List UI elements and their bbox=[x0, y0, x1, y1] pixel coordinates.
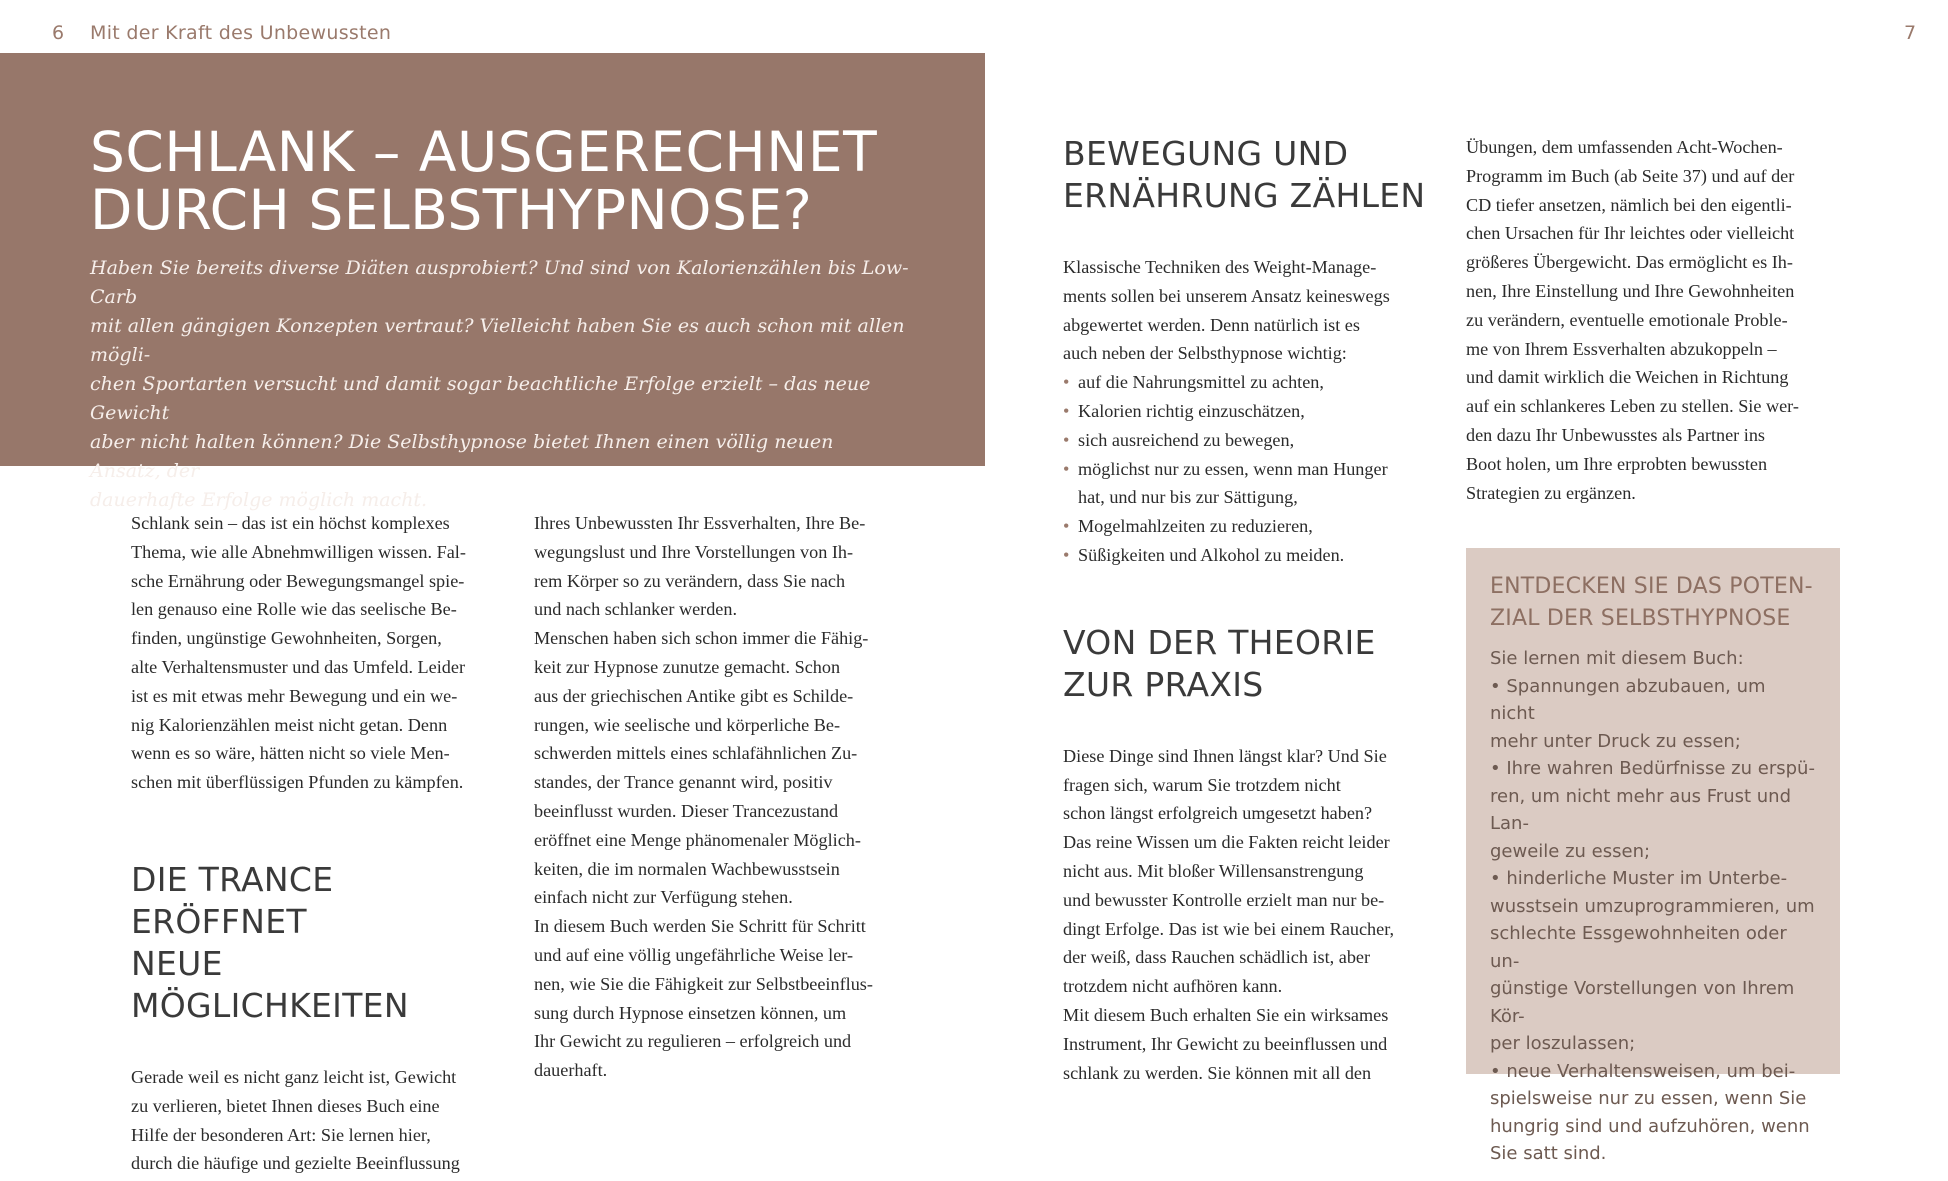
text-column-1 bbox=[131, 509, 511, 1178]
text-line: ments sollen bei unserem Ansatz keineswegs bbox=[1063, 285, 1390, 306]
heading-line: ZUR PRAXIS bbox=[1063, 664, 1264, 704]
intro-line: chen Sportarten versucht und damit sogar beachtliche Erfolge erzielt – das neue Gewicht bbox=[90, 373, 871, 424]
info-box-list bbox=[1490, 673, 1816, 1168]
section-heading bbox=[1063, 133, 1443, 217]
text-line: Hilfe der besonderen Art: Sie lernen hier, bbox=[131, 1124, 431, 1145]
text-line: Ihr Gewicht zu regulieren – erfolgreich und bbox=[534, 1031, 852, 1052]
list-item: • auf die Nahrungsmittel zu achten, bbox=[1063, 368, 1443, 397]
text-line: schlank zu werden. Sie können mit all den bbox=[1063, 1062, 1372, 1083]
info-box-intro: Sie lernen mit diesem Buch: bbox=[1490, 648, 1744, 669]
text-line: In diesem Buch werden Sie Schritt für Schritt bbox=[534, 916, 866, 937]
text-line: Ihres Unbewussten Ihr Essverhalten, Ihre Be- bbox=[534, 513, 866, 533]
text-line: und bewusster Kontrolle erzielt man nur be- bbox=[1063, 889, 1385, 910]
list-item bbox=[1063, 455, 1443, 513]
text-line: rem Körper so zu verändern, dass Sie nach bbox=[534, 570, 846, 591]
body-paragraph bbox=[1466, 133, 1846, 507]
text-line: Sie satt sind. bbox=[1490, 1143, 1607, 1164]
text-line: wenn es so wäre, hätten nicht so viele Men- bbox=[131, 743, 450, 764]
text-line: schwerden mittels eines schlafähnlichen Zu- bbox=[534, 743, 858, 764]
text-line: schen mit überflüssigen Pfunden zu kämpfen. bbox=[131, 772, 464, 793]
text-line: mehr unter Druck zu essen; bbox=[1490, 730, 1741, 752]
heading-line: VON DER THEORIE bbox=[1063, 622, 1376, 662]
text-line: der weiß, dass Rauchen schädlich ist, aber bbox=[1063, 947, 1371, 968]
text-line: spielsweise nur zu essen, wenn Sie bbox=[1490, 1088, 1807, 1109]
intro-line: aber nicht halten können? Die Selbsthypnose bietet Ihnen einen völlig neuen Ansatz, der bbox=[90, 431, 834, 482]
text-line: Gerade weil es nicht ganz leicht ist, Gewicht bbox=[131, 1066, 457, 1087]
heading-line: NEUE MÖGLICHKEITEN bbox=[131, 943, 409, 1025]
body-paragraph bbox=[534, 509, 914, 1085]
list-item bbox=[1490, 1058, 1816, 1168]
list-item: • Kalorien richtig einzuschätzen, bbox=[1063, 397, 1443, 426]
text-line: keiten, die im normalen Wachbewusstsein bbox=[534, 858, 840, 879]
text-line: dingt Erfolge. Das ist wie bei einem Raucher, bbox=[1063, 918, 1395, 939]
text-line: aus der griechischen Antike gibt es Schilde- bbox=[534, 685, 854, 706]
list-item bbox=[1490, 755, 1816, 865]
info-box-title bbox=[1490, 571, 1816, 635]
text-line: wusstsein umzuprogrammieren, um bbox=[1490, 895, 1815, 917]
intro-line: mit allen gängigen Konzepten vertraut? Vielleicht haben Sie es auch schon mit allen mögli- bbox=[90, 315, 905, 366]
body-paragraph bbox=[131, 1063, 511, 1178]
text-line: schlechte Essgewohnheiten oder un- bbox=[1490, 923, 1787, 972]
body-paragraph bbox=[1063, 253, 1443, 368]
text-line: zu verändern, eventuelle emotionale Proble- bbox=[1466, 309, 1788, 330]
text-line: und damit wirklich die Weichen in Richtung bbox=[1466, 367, 1789, 388]
text-line: hungrig sind und aufzuhören, wenn bbox=[1490, 1115, 1810, 1137]
text-line: möglichst nur zu essen, wenn man Hunger bbox=[1078, 458, 1388, 479]
text-line: größeres Übergewicht. Das ermöglicht es Ih- bbox=[1466, 252, 1793, 273]
text-line: sche Ernährung oder Bewegungsmangel spie- bbox=[131, 570, 465, 591]
text-line: Übungen, dem umfassenden Acht-Wochen- bbox=[1466, 137, 1783, 157]
list-item bbox=[1490, 673, 1816, 756]
text-line: ren, um nicht mehr aus Frust und Lan- bbox=[1490, 785, 1792, 834]
list-item bbox=[1490, 865, 1816, 1058]
text-line: nen, wie Sie die Fähigkeit zur Selbstbeeinflus- bbox=[534, 973, 873, 994]
heading-line: ENTDECKEN SIE DAS POTEN- bbox=[1490, 574, 1813, 599]
text-line: Schlank sein – das ist ein höchst komplexes bbox=[131, 513, 450, 533]
text-line: eröffnet eine Menge phänomenaler Möglich- bbox=[534, 829, 861, 850]
text-line: abgewertet werden. Denn natürlich ist es bbox=[1063, 314, 1360, 335]
text-line: auf ein schlankeres Leben zu stellen. Sie wer- bbox=[1466, 396, 1799, 417]
text-line: Menschen haben sich schon immer die Fähig- bbox=[534, 628, 869, 649]
text-line: chen Ursachen für Ihr leichtes oder vielleicht bbox=[1466, 223, 1795, 244]
text-line: Programm im Buch (ab Seite 37) und auf der bbox=[1466, 165, 1795, 186]
body-paragraph bbox=[1063, 742, 1443, 1088]
list-item: • Mogelmahlzeiten zu reduzieren, bbox=[1063, 512, 1443, 541]
page-number-right: 7 bbox=[1904, 22, 1917, 44]
hero-banner bbox=[0, 53, 985, 511]
text-line: nen, Ihre Einstellung und Ihre Gewohnheiten bbox=[1466, 280, 1795, 301]
text-line: auch neben der Selbsthypnose wichtig: bbox=[1063, 343, 1347, 364]
text-line: trotzdem nicht aufhören kann. bbox=[1063, 976, 1283, 997]
text-line: • Ihre wahren Bedürfnisse zu erspü- bbox=[1490, 758, 1815, 779]
running-title: Mit der Kraft des Unbewussten bbox=[90, 22, 392, 44]
text-line: rungen, wie seelische und körperliche Be- bbox=[534, 714, 841, 735]
text-line: • Spannungen abzubauen, um nicht bbox=[1490, 675, 1766, 724]
info-box bbox=[1466, 548, 1840, 1164]
text-line: Thema, wie alle Abnehmwilligen wissen. Fal- bbox=[131, 541, 466, 562]
text-line: per loszulassen; bbox=[1490, 1033, 1636, 1054]
text-line: hat, und nur bis zur Sättigung, bbox=[1078, 487, 1298, 508]
bullet-list bbox=[1063, 368, 1443, 570]
chapter-title-line: DURCH SELBSTHYPNOSE? bbox=[90, 178, 813, 242]
text-line: nig Kalorienzählen meist nicht getan. Denn bbox=[131, 714, 448, 735]
text-line: Klassische Techniken des Weight-Manage- bbox=[1063, 257, 1377, 277]
text-line: fragen sich, warum Sie trotzdem nicht bbox=[1063, 774, 1341, 795]
heading-line: BEWEGUNG UND bbox=[1063, 134, 1349, 173]
text-line: Das reine Wissen um die Fakten reicht leider bbox=[1063, 832, 1390, 853]
text-line: günstige Vorstellungen von Ihrem Kör- bbox=[1490, 978, 1795, 1027]
text-line: standes, der Trance genannt wird, positiv bbox=[534, 772, 833, 793]
text-line: Mit diesem Buch erhalten Sie ein wirksames bbox=[1063, 1004, 1389, 1025]
list-item: • sich ausreichend zu bewegen, bbox=[1063, 426, 1443, 455]
text-line: sung durch Hypnose einsetzen können, um bbox=[534, 1002, 847, 1023]
chapter-title-line: SCHLANK – AUSGERECHNET bbox=[90, 120, 878, 184]
text-line: me von Ihrem Essverhalten abzukoppeln – bbox=[1466, 338, 1777, 359]
text-line: • hinderliche Muster im Unterbe- bbox=[1490, 868, 1788, 889]
chapter-title bbox=[90, 120, 950, 242]
intro-line: dauerhafte Erfolge möglich macht. bbox=[90, 489, 428, 511]
text-line: und auf eine völlig ungefährliche Weise ler- bbox=[534, 944, 854, 965]
text-column-3 bbox=[1063, 133, 1443, 1087]
text-column-2 bbox=[534, 509, 914, 1085]
heading-line: ZIAL DER SELBSTHYPNOSE bbox=[1490, 606, 1791, 631]
section-heading bbox=[1063, 622, 1443, 706]
text-line: • neue Verhaltensweisen, um bei- bbox=[1490, 1060, 1796, 1082]
text-line: wegungslust und Ihre Vorstellungen von Ih- bbox=[534, 541, 854, 562]
text-line: keit zur Hypnose zunutze gemacht. Schon bbox=[534, 656, 841, 677]
text-line: alte Verhaltensmuster und das Umfeld. Leider bbox=[131, 656, 466, 677]
text-line: durch die häufige und gezielte Beeinflussung bbox=[131, 1153, 460, 1174]
text-line: Boot holen, um Ihre erprobten bewussten bbox=[1466, 453, 1768, 474]
heading-line: DIE TRANCE ERÖFFNET bbox=[131, 859, 334, 941]
text-line: Strategien zu ergänzen. bbox=[1466, 482, 1636, 503]
text-line: einfach nicht zur Verfügung stehen. bbox=[534, 887, 793, 908]
text-line: Diese Dinge sind Ihnen längst klar? Und Sie bbox=[1063, 745, 1387, 766]
list-item: • Süßigkeiten und Alkohol zu meiden. bbox=[1063, 541, 1443, 570]
text-line: dauerhaft. bbox=[534, 1060, 608, 1081]
heading-line: ERNÄHRUNG ZÄHLEN bbox=[1063, 176, 1426, 215]
text-line: schon längst erfolgreich umgesetzt haben? bbox=[1063, 803, 1373, 824]
text-line: len genauso eine Rolle wie das seelische Be- bbox=[131, 599, 457, 620]
text-column-4 bbox=[1466, 133, 1846, 507]
text-line: beeinflusst wurden. Dieser Trancezustand bbox=[534, 800, 839, 821]
intro-line: Haben Sie bereits diverse Diäten ausprobiert? Und sind von Kalorienzählen bis Low-Carb bbox=[90, 257, 909, 308]
text-line: geweile zu essen; bbox=[1490, 840, 1651, 862]
section-heading bbox=[131, 859, 511, 1027]
chapter-intro bbox=[90, 254, 910, 515]
text-line: ist es mit etwas mehr Bewegung und ein we- bbox=[131, 685, 458, 706]
page-number-left: 6 bbox=[52, 22, 65, 44]
text-line: den dazu Ihr Unbewusstes als Partner ins bbox=[1466, 424, 1766, 445]
body-paragraph bbox=[131, 509, 511, 797]
text-line: finden, ungünstige Gewohnheiten, Sorgen, bbox=[131, 628, 442, 649]
text-line: Instrument, Ihr Gewicht zu beeinflussen und bbox=[1063, 1033, 1388, 1054]
text-line: nicht aus. Mit bloßer Willensanstrengung bbox=[1063, 860, 1364, 881]
text-line: zu verlieren, bietet Ihnen dieses Buch eine bbox=[131, 1095, 440, 1116]
text-line: CD tiefer ansetzen, nämlich bei den eigentli- bbox=[1466, 194, 1792, 215]
text-line: und nach schlanker werden. bbox=[534, 599, 738, 620]
